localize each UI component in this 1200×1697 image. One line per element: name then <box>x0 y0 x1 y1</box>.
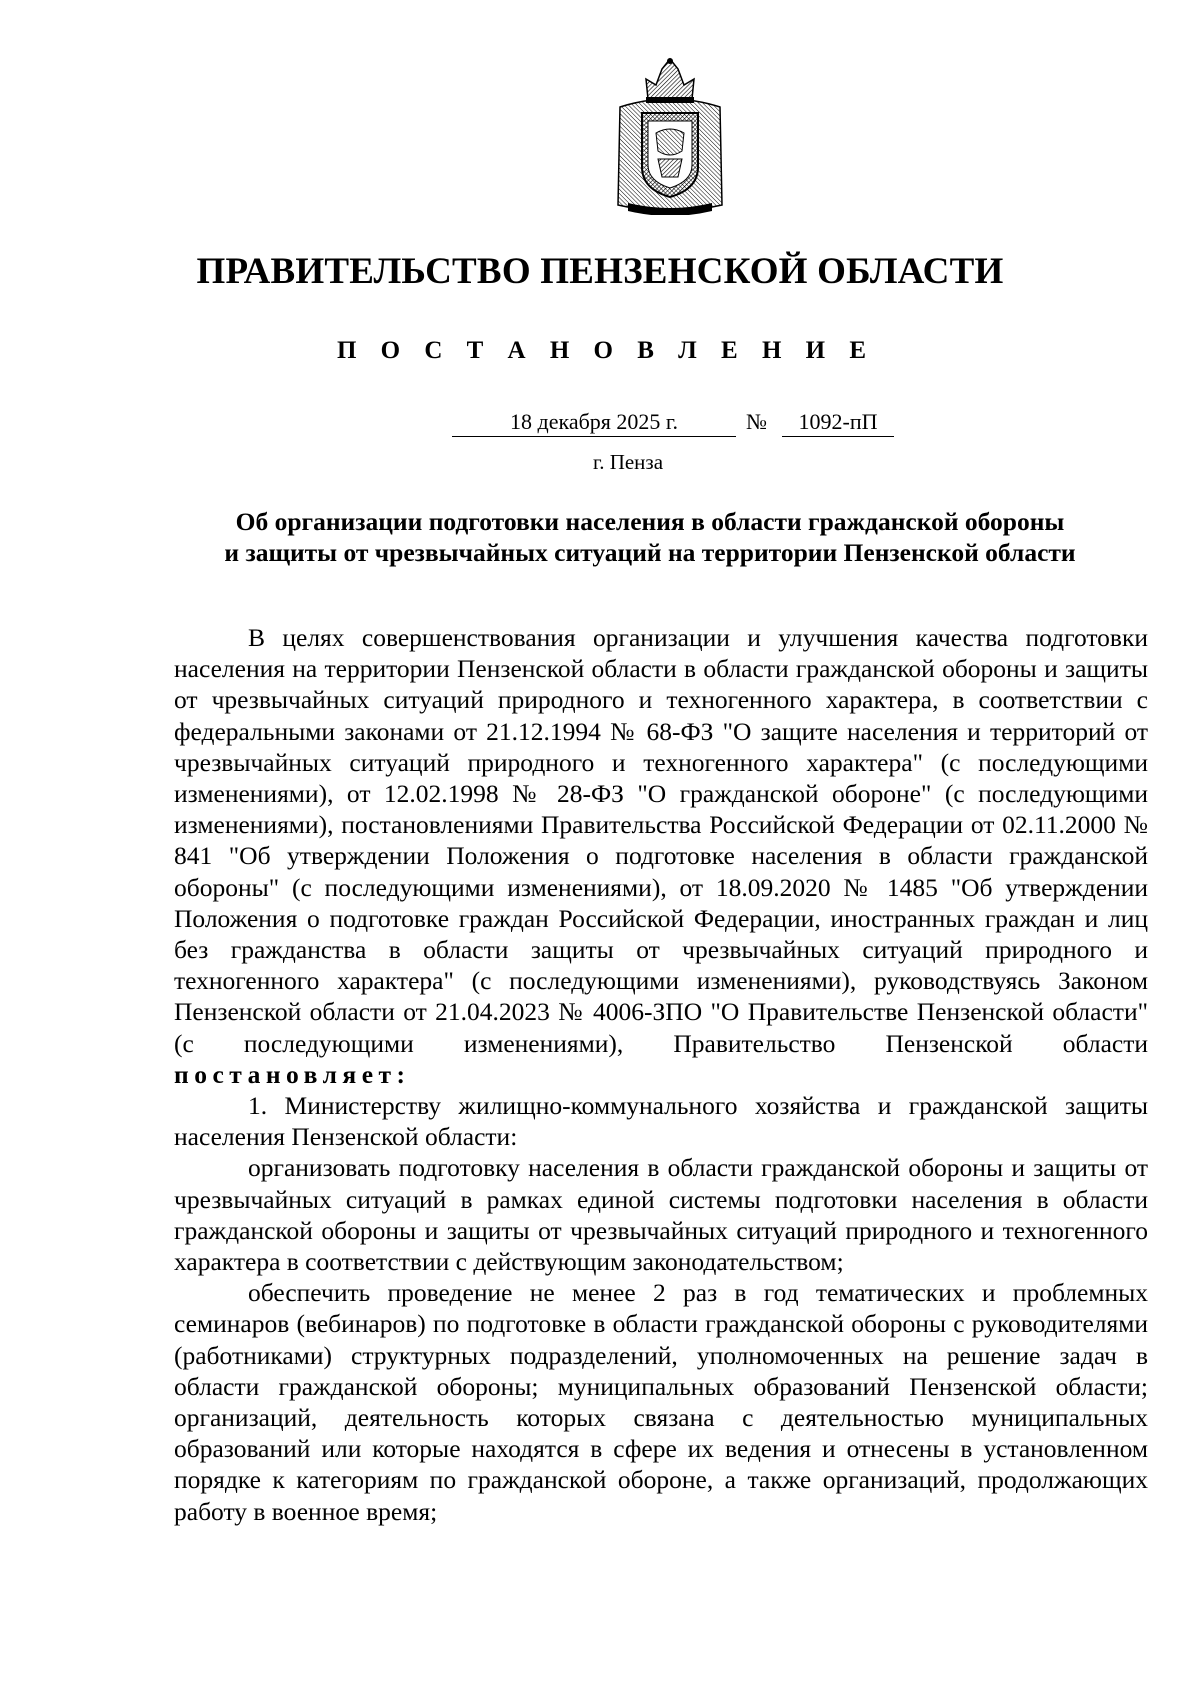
coat-of-arms-icon <box>612 55 728 215</box>
document-type-heading: П О С Т А Н О В Л Е Н И Е <box>336 337 876 364</box>
item-1-paragraph: 1. Министерству жилищно-коммунального хозяйства и гражданской защиты населения Пензенской области: <box>174 1091 1148 1152</box>
item-1b-paragraph: обеспечить проведение не менее 2 раз в год тематических и проблемных семинаров (вебинаров) по подготовке в области гражданской обороны с руководителями (работниками) структурных подразделений, уполномоченных на решение задач в области гражданской обороны; муниципальных образований Пензенской области; организаций, деятельность которых связана с деятельностью муниципальных образований или которые находятся в сфере их ведения и отнесены в установленном порядке к категориям по гражданской обороне, а также организаций, продолжающих работу в военное время; <box>174 1278 1148 1526</box>
document-subject <box>150 506 1150 568</box>
subject-line-2: и защиты от чрезвычайных ситуаций на территории Пензенской области <box>224 538 1076 567</box>
document-date: 18 декабря 2025 г. <box>452 408 736 437</box>
city-label: г. Пенза <box>592 450 664 474</box>
document-number: 1092-пП <box>782 408 894 437</box>
subject-line-1: Об организации подготовки населения в области гражданской обороны <box>235 507 1065 536</box>
decree-word: постановляет: <box>174 1059 411 1089</box>
organization-title: ПРАВИТЕЛЬСТВО ПЕНЗЕНСКОЙ ОБЛАСТИ <box>196 251 1004 292</box>
document-body <box>174 622 1148 1527</box>
item-1a-paragraph: организовать подготовку населения в области гражданской обороны и защиты от чрезвычайных ситуаций в рамках единой системы подготовки населения в области гражданской обороны и защиты от чрезвычайных ситуаций природного и техногенного характера в соответствии с действующим законодательством; <box>174 1153 1148 1277</box>
preamble-paragraph: В целях совершенствования организации и улучшения качества подготовки населения на территории Пензенской области в области гражданской обороны и защиты от чрезвычайных ситуаций природного и техногенного характера, в соответствии с федеральными законами от 21.12.1994 № 68-ФЗ "О защите населения и территорий от чрезвычайных ситуаций природного и техногенного характера" (с последующими изменениями), от 12.02.1998 № 28-ФЗ "О гражданской обороне" (с последующими изменениями), постановлениями Правительства Российской Федерации от 02.11.2000 № 841 "Об утверждении Положения о подготовке населения в области гражданской обороны" (с последующими изменениями), от 18.09.2020 № 1485 "Об утверждении Положения о подготовке граждан Российской Федерации, иностранных граждан и лиц без гражданства в области защиты от чрезвычайных ситуаций природного и техногенного характера" (с последующими изменениями), руководствуясь Законом Пензенской области от 21.04.2023 № 4006-ЗПО "О Правительстве Пензенской области" (с последующими изменениями), Правительство Пензенской области <box>174 623 1148 1058</box>
number-sign: № <box>746 409 767 434</box>
